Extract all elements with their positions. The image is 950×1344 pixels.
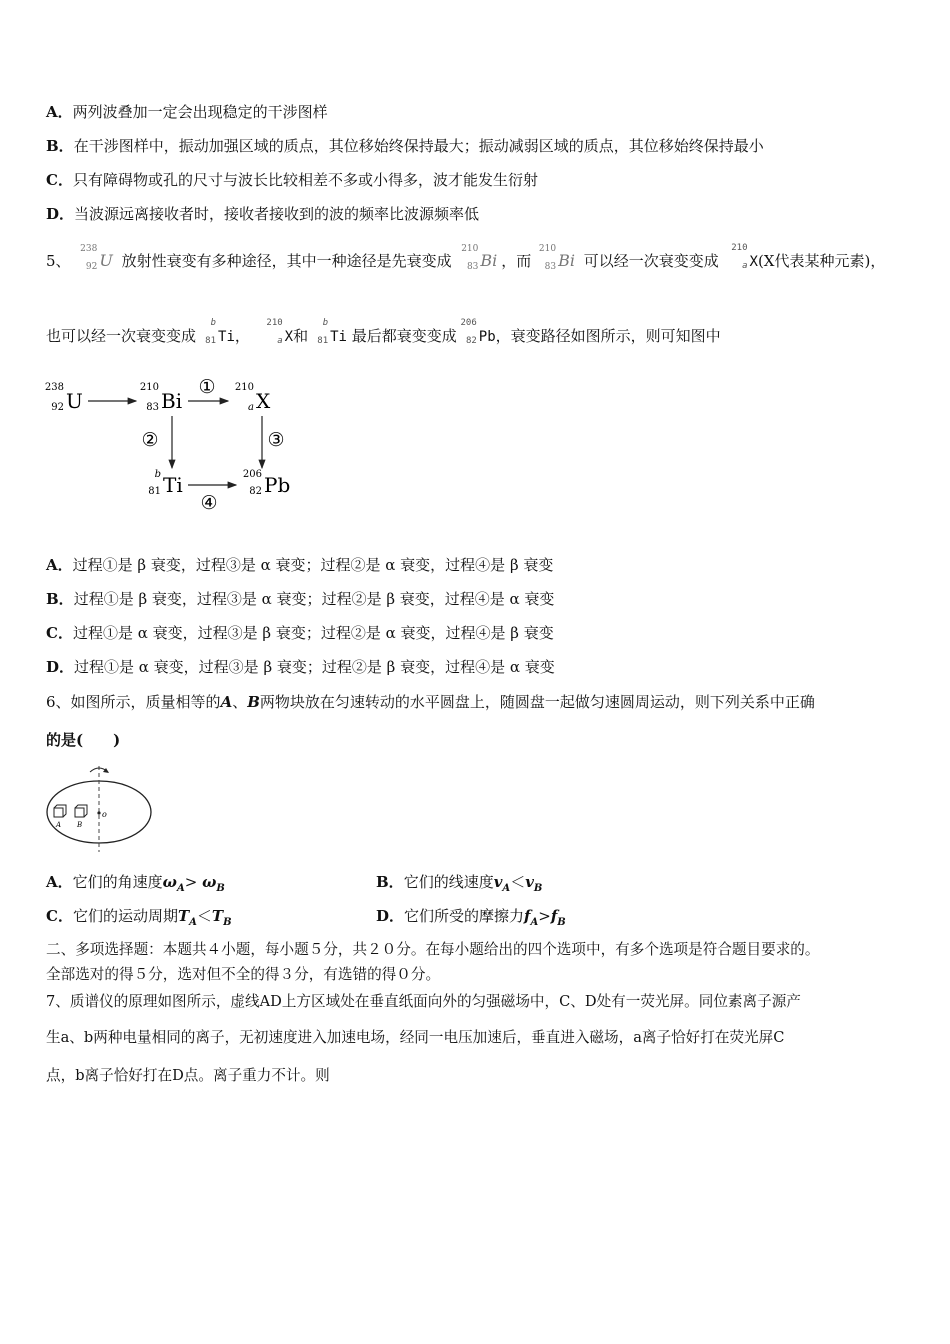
- q5-option-a: A．过程①是 β 衰变，过程③是 α 衰变；过程②是 α 衰变，过程④是 β 衰变: [46, 556, 554, 574]
- nuclide-bi210: 210 83 Bi: [461, 244, 498, 272]
- svg-text:Bi: Bi: [161, 389, 183, 413]
- q5-option-d: D．过程①是 α 衰变，过程③是 β 衰变；过程②是 β 衰变，过程④是 α 衰变: [46, 658, 555, 676]
- q7-stem-line2: 生a、b两种电量相同的离子，无初速度进入加速电场，经同一电压加速后，垂直进入磁场，a离子恰好打在荧光屏C: [46, 1029, 785, 1046]
- svg-text:X: X: [256, 389, 271, 413]
- q6-option-b: B．它们的线速度$v_A<v_B$: [376, 873, 543, 894]
- q7-stem-line3: 点，b离子恰好打在D点。离子重力不计。则: [46, 1067, 330, 1084]
- block-a: [54, 805, 66, 829]
- svg-text:③: ③: [267, 429, 285, 451]
- svg-text:210: 210: [234, 382, 254, 393]
- nuclide-bi210: 210 83 Bi: [538, 244, 575, 272]
- nuclide-ti: b 81 Ti: [317, 318, 347, 346]
- q4-option-a: A．两列波叠加一定会出现稳定的干涉图样: [46, 103, 328, 121]
- process-1-label: [198, 376, 215, 398]
- svg-text:210: 210: [139, 382, 159, 393]
- nuclide-x210: 210 a X: [731, 243, 758, 271]
- process-4-label: [200, 492, 217, 514]
- svg-text:U: U: [66, 389, 83, 413]
- nuclide-u238: 238 92 U: [80, 244, 113, 272]
- process-2-label: [141, 429, 158, 451]
- svg-text:①: ①: [198, 376, 216, 398]
- q6-option-a: A．它们的角速度$\omega_A> \omega_B$: [46, 873, 225, 894]
- svg-text:a: a: [248, 402, 254, 413]
- section2-heading-line2: 全部选对的得５分，选对但不全的得３分，有选错的得０分。: [46, 966, 441, 983]
- svg-text:④: ④: [200, 492, 218, 514]
- svg-text:A: A: [56, 821, 62, 829]
- q4-option-d: D．当波源远离接收者时，接收者接收到的波的频率比波源频率低: [46, 205, 480, 223]
- q7-stem-line1: 7、质谱仪的原理如图所示，虚线AD上方区域处在垂直纸面向外的匀强磁场中，C、D处有一荧光屏。同位素离子源产: [46, 993, 801, 1010]
- svg-text:②: ②: [141, 429, 159, 451]
- section2-heading-line1: 二、多项选择题：本题共４小题，每小题５分，共２０分。在每小题给出的四个选项中，有多个选项是符合题目要求的。: [46, 941, 820, 958]
- diagram-node-x210: [235, 382, 271, 413]
- rotating-disk-figure: [42, 760, 157, 855]
- svg-text:238: 238: [44, 382, 64, 393]
- q6-stem-line1: 6、如图所示，质量相等的A、B两物块放在匀速转动的水平圆盘上，随圆盘一起做匀速圆周运动，则下列关系中正确: [46, 693, 815, 711]
- q5-option-c: C．过程①是 α 衰变，过程③是 β 衰变；过程②是 α 衰变，过程④是 β 衰变: [46, 624, 554, 642]
- nuclide-x210: 210 a X: [266, 318, 294, 346]
- diagram-node-u238: [45, 382, 83, 413]
- svg-text:B: B: [77, 821, 83, 829]
- svg-text:82: 82: [249, 486, 262, 497]
- svg-text:81: 81: [148, 486, 161, 497]
- q6-option-c: C．它们的运动周期$T_A<T_B$: [46, 907, 232, 928]
- q5-option-b: B．过程①是 β 衰变，过程③是 α 衰变；过程②是 β 衰变，过程④是 α 衰变: [46, 590, 555, 608]
- diagram-node-bi210: [140, 382, 182, 413]
- q4-option-c: C．只有障碍物或孔的尺寸与波长比较相差不多或小得多，波才能发生衍射: [46, 171, 538, 189]
- q4-option-b: B．在干涉图样中，振动加强区域的质点，其位移始终保持最大；振动减弱区域的质点，其位移始终保持最小: [46, 137, 764, 155]
- svg-text:83: 83: [146, 402, 159, 413]
- decay-path-diagram: [44, 368, 304, 518]
- nuclide-ti: b 81 Ti: [205, 318, 235, 346]
- q6-stem-line2: 的是( ): [46, 731, 121, 749]
- diagram-node-pb206: [243, 469, 290, 497]
- process-3-label: [267, 429, 284, 451]
- svg-text:92: 92: [51, 402, 64, 413]
- svg-text:o: o: [102, 810, 107, 819]
- diagram-node-ti: [148, 469, 182, 497]
- block-b: [75, 805, 87, 829]
- svg-text:b: b: [154, 469, 161, 480]
- svg-text:Ti: Ti: [163, 473, 183, 497]
- q5-stem-line2: 也可以经一次衰变变成 b 81 Ti， 210 a X和 b 81 Ti 最后都衰变变成 206 82 Pb，衰变路径如图所示，则可知图中: [46, 318, 721, 346]
- svg-text:206: 206: [242, 469, 262, 480]
- q6-option-d: D．它们所受的摩擦力$f_A>f_B$: [376, 907, 566, 928]
- svg-text:Pb: Pb: [264, 473, 291, 497]
- q5-stem-line1: 5、 238 92 U 放射性衰变有多种途径，其中一种途径是先衰变成 210 83 Bi ，而 210 83 Bi 可以经一次衰变变成 210 a X(X代表某种元素)，: [46, 243, 886, 272]
- nuclide-pb206: 206 82 Pb: [460, 318, 496, 346]
